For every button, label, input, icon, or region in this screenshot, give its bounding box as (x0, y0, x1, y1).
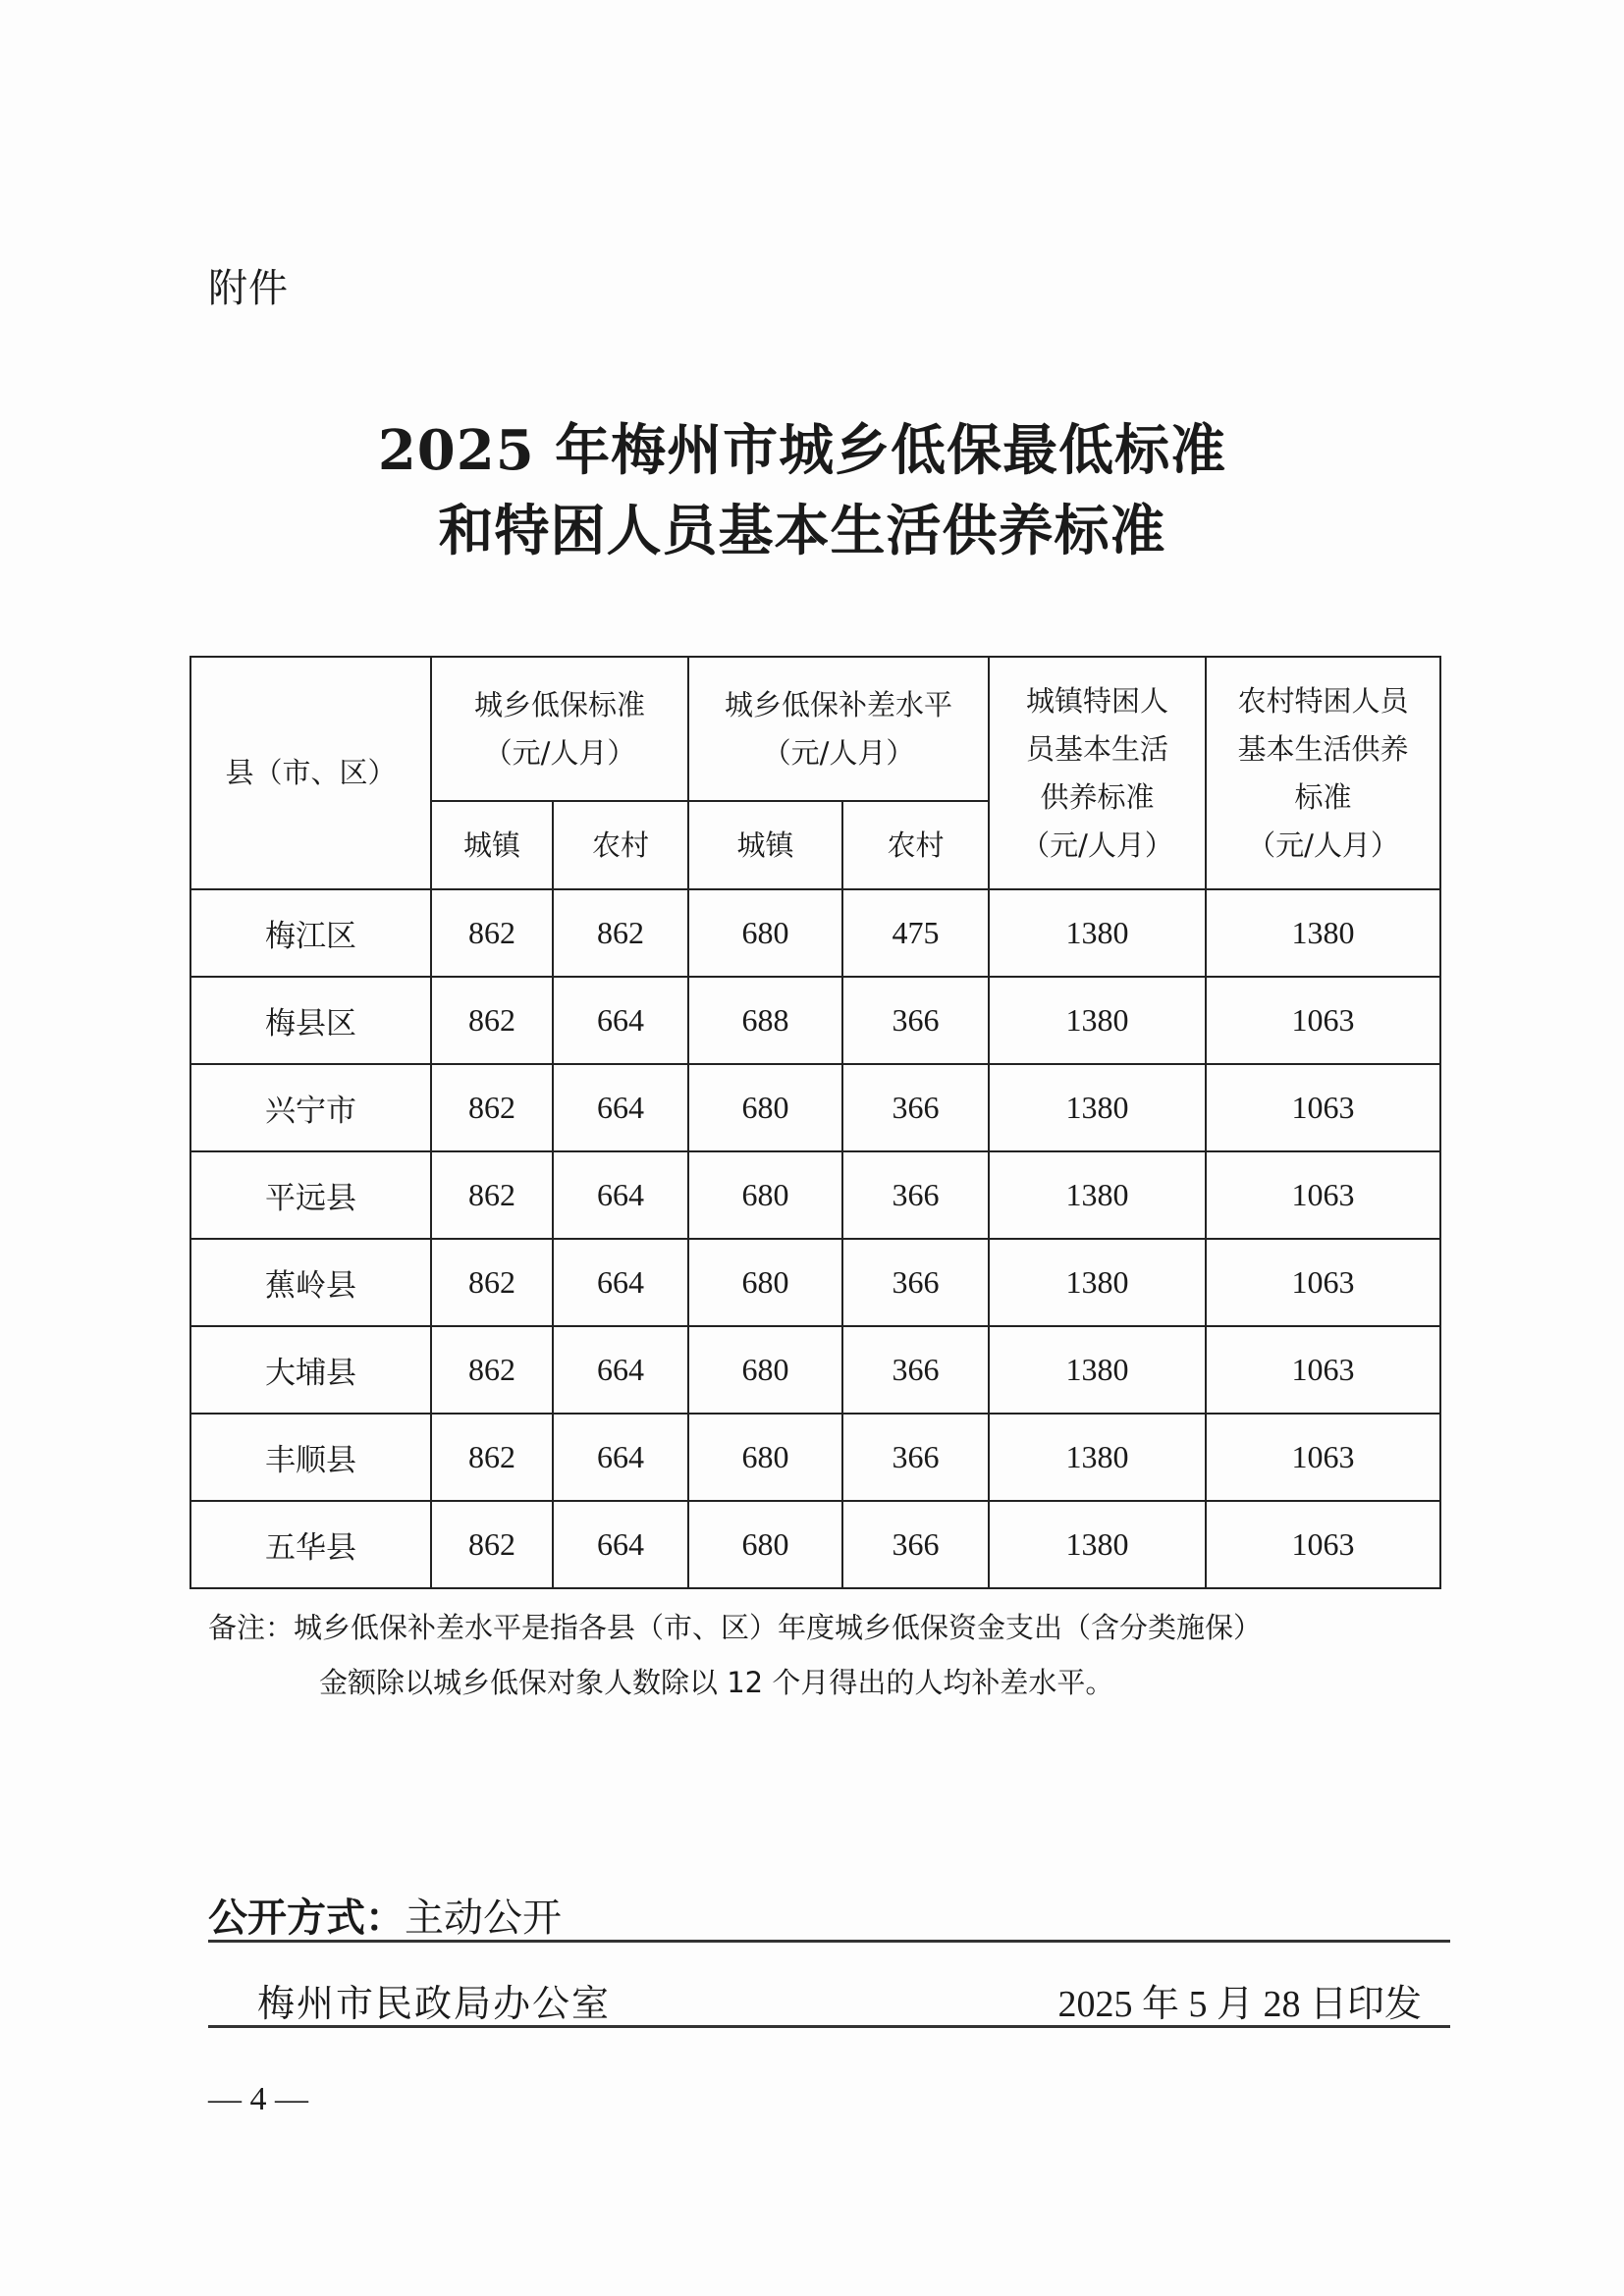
cell-sub-rural: 366 (842, 1501, 989, 1588)
cell-std-rural: 664 (553, 1326, 688, 1414)
cell-name: 平远县 (190, 1151, 431, 1239)
cell-std-rural: 862 (553, 889, 688, 977)
cell-tekun-rural: 1063 (1206, 1064, 1440, 1151)
cell-name: 梅江区 (190, 889, 431, 977)
cell-std-urban: 862 (431, 889, 553, 977)
cell-tekun-rural: 1063 (1206, 977, 1440, 1064)
title-line-2: 和特困人员基本生活供养标准 (438, 499, 1166, 563)
issuing-office: 梅州市民政局办公室 (257, 1982, 612, 2025)
table-row (190, 1326, 1440, 1414)
cell-sub-rural: 366 (842, 1151, 989, 1239)
cell-std-rural: 664 (553, 1239, 688, 1326)
cell-tekun-urban: 1380 (989, 1151, 1206, 1239)
publication-method (208, 1887, 562, 1943)
table-row (190, 1151, 1440, 1239)
cell-sub-rural: 366 (842, 1239, 989, 1326)
cell-std-urban: 862 (431, 1064, 553, 1151)
cell-tekun-rural: 1063 (1206, 1414, 1440, 1501)
cell-sub-rural: 366 (842, 1326, 989, 1414)
cell-name: 蕉岭县 (190, 1239, 431, 1326)
header-county: 县（市、区） (190, 657, 431, 889)
cell-sub-urban: 688 (688, 977, 842, 1064)
footnote-line-1: 备注：城乡低保补差水平是指各县（市、区）年度城乡低保资金支出（含分类施保） (208, 1611, 1263, 1644)
cell-name: 兴宁市 (190, 1064, 431, 1151)
divider-bottom (208, 2025, 1450, 2028)
cell-std-rural: 664 (553, 1501, 688, 1588)
cell-tekun-rural: 1063 (1206, 1239, 1440, 1326)
header-sub-urban: 城镇 (688, 801, 842, 889)
cell-name: 大埔县 (190, 1326, 431, 1414)
table-row (190, 889, 1440, 977)
cell-sub-urban: 680 (688, 1151, 842, 1239)
cell-std-urban: 862 (431, 1239, 553, 1326)
cell-tekun-rural: 1380 (1206, 889, 1440, 977)
cell-tekun-rural: 1063 (1206, 1151, 1440, 1239)
cell-sub-rural: 366 (842, 977, 989, 1064)
header-urban-tekun: 城镇特困人 员基本生活 供养标准 （元/人月） (989, 657, 1206, 889)
footnote (208, 1600, 1262, 1710)
cell-tekun-urban: 1380 (989, 1326, 1206, 1414)
attachment-label: 附件 (208, 266, 289, 311)
cell-sub-urban: 680 (688, 1414, 842, 1501)
table-header-row-1 (190, 657, 1440, 801)
cell-std-urban: 862 (431, 977, 553, 1064)
cell-std-urban: 862 (431, 1151, 553, 1239)
cell-sub-rural: 475 (842, 889, 989, 977)
cell-tekun-urban: 1380 (989, 1501, 1206, 1588)
cell-sub-urban: 680 (688, 1326, 842, 1414)
page-number: — 4 — (208, 2081, 308, 2117)
cell-std-rural: 664 (553, 1151, 688, 1239)
cell-sub-rural: 366 (842, 1414, 989, 1501)
cell-std-rural: 664 (553, 977, 688, 1064)
cell-tekun-urban: 1380 (989, 1414, 1206, 1501)
divider-top (208, 1940, 1450, 1943)
cell-name: 梅县区 (190, 977, 431, 1064)
header-dibao-subsidy: 城乡低保补差水平 （元/人月） (688, 657, 989, 801)
header-sub-rural: 农村 (842, 801, 989, 889)
header-std-rural: 农村 (553, 801, 688, 889)
cell-tekun-urban: 1380 (989, 889, 1206, 977)
title-line-1: 2025 年梅州市城乡低保最低标准 (377, 418, 1227, 483)
header-std-urban: 城镇 (431, 801, 553, 889)
table-row (190, 1064, 1440, 1151)
cell-std-urban: 862 (431, 1326, 553, 1414)
cell-sub-urban: 680 (688, 1239, 842, 1326)
document-title (0, 410, 1624, 571)
cell-std-rural: 664 (553, 1064, 688, 1151)
cell-name: 丰顺县 (190, 1414, 431, 1501)
cell-tekun-rural: 1063 (1206, 1326, 1440, 1414)
cell-tekun-urban: 1380 (989, 1064, 1206, 1151)
footnote-line-2: 金额除以城乡低保对象人数除以 12 个月得出的人均补差水平。 (319, 1666, 1114, 1699)
cell-sub-urban: 680 (688, 1064, 842, 1151)
cell-name: 五华县 (190, 1501, 431, 1588)
standards-table (189, 656, 1441, 1589)
issue-date: 2025 年 5 月 28 日印发 (1057, 1984, 1422, 2025)
cell-sub-urban: 680 (688, 1501, 842, 1588)
header-rural-tekun: 农村特困人员 基本生活供养 标准 （元/人月） (1206, 657, 1440, 889)
publication-label: 公开方式： (208, 1896, 405, 1941)
cell-sub-rural: 366 (842, 1064, 989, 1151)
publication-value: 主动公开 (405, 1896, 562, 1941)
table-row (190, 1414, 1440, 1501)
table-row (190, 977, 1440, 1064)
cell-tekun-rural: 1063 (1206, 1501, 1440, 1588)
table-row (190, 1501, 1440, 1588)
cell-sub-urban: 680 (688, 889, 842, 977)
table-row (190, 1239, 1440, 1326)
cell-tekun-urban: 1380 (989, 1239, 1206, 1326)
cell-std-rural: 664 (553, 1414, 688, 1501)
header-dibao-standard: 城乡低保标准 （元/人月） (431, 657, 688, 801)
cell-tekun-urban: 1380 (989, 977, 1206, 1064)
cell-std-urban: 862 (431, 1501, 553, 1588)
cell-std-urban: 862 (431, 1414, 553, 1501)
